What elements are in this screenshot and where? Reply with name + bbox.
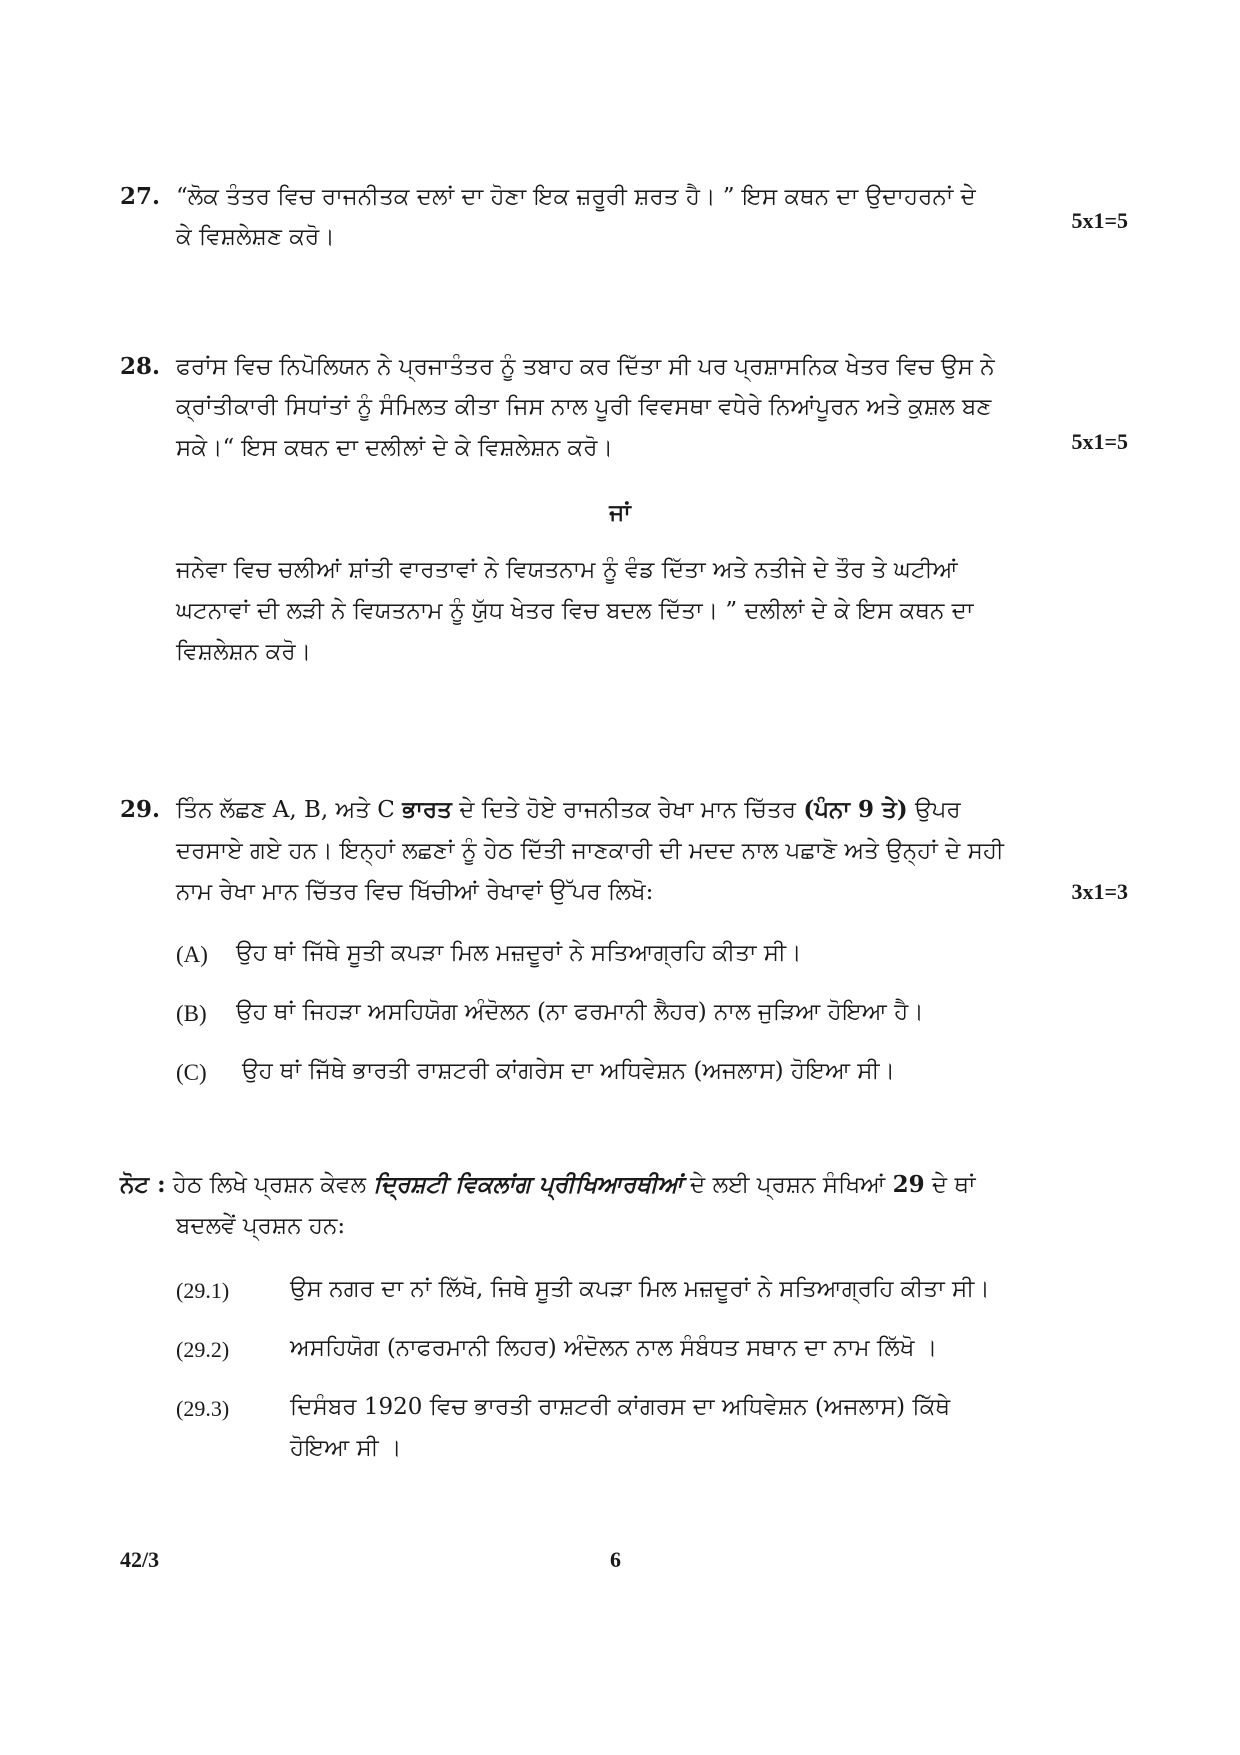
text-segment-bold: 29 [892, 1171, 925, 1198]
question-text-line: “ਲੋਕ ਤੰਤਰ ਵਿਚ ਰਾਜਨੀਤਕ ਦਲਾਂ ਦਾ ਹੋਣਾ ਇਕ ਜ਼ਰੂਰੀ ਸ਼ਰਤ ਹੈ। ” ਇਸ ਕਥਨ ਦਾ ਉਦਾਹਰਨਾਂ ਦੇ [176, 184, 976, 210]
or-label: ਜਾਂ [609, 499, 631, 526]
question-text-line: ਜਨੇਵਾ ਵਿਚ ਚਲੀਆਂ ਸ਼ਾਂਤੀ ਵਾਰਤਾਵਾਂ ਨੇ ਵਿਯਤਨਾਮ ਨੂੰ ਵੰਡ ਦਿੱਤਾ ਅਤੇ ਨਤੀਜੇ ਦੇ ਤੌਰ ਤੇ ਘਟੀਆਂ [176, 557, 958, 583]
paper-code: 42/3 [120, 1547, 160, 1572]
subquestion-text: ਹੋਇਆ ਸੀ । [290, 1435, 402, 1461]
text-segment: ਉਪਰ [907, 797, 961, 823]
subquestion-label: (29.2) [176, 1337, 230, 1362]
subquestion-label: (29.3) [176, 1396, 230, 1421]
question-text-line: ਫਰਾਂਸ ਵਿਚ ਨਿਪੋਲਿਯਨ ਨੇ ਪ੍ਰਜਾਤੰਤਰ ਨੂੰ ਤਬਾਹ ਕਰ ਦਿੱਤਾ ਸੀ ਪਰ ਪ੍ਰਸ਼ਾਸਨਿਕ ਖੇਤਰ ਵਿਚ ਉਸ ਨੇ [176, 354, 995, 380]
text-segment: ਤਿੰਨ ਲੱਛਣ A, B, ਅਤੇ C [176, 797, 403, 823]
question-text-line [176, 795, 961, 825]
option-label-c: (C) [176, 1060, 207, 1085]
option-text-b: ਉਹ ਥਾਂ ਜਿਹੜਾ ਅਸਹਿਯੋਗ ਅੰਦੋਲਨ (ਨਾ ਫਰਮਾਨੀ ਲੈਹਰ) ਨਾਲ ਜੁੜਿਆ ਹੋਇਆ ਹੈ। [236, 999, 924, 1025]
option-text-c: ਉਹ ਥਾਂ ਜਿੱਥੇ ਭਾਰਤੀ ਰਾਸ਼ਟਰੀ ਕਾਂਗਰੇਸ ਦਾ ਅਧਿਵੇਸ਼ਨ (ਅਜਲਾਸ) ਹੋਇਆ ਸੀ। [242, 1058, 896, 1084]
question-text-line: ਘਟਨਾਵਾਂ ਦੀ ਲੜੀ ਨੇ ਵਿਯਤਨਾਮ ਨੂੰ ਯੁੱਧ ਖੇਤਰ ਵਿਚ ਬਦਲ ਦਿੱਤਾ। ” ਦਲੀਲਾਂ ਦੇ ਕੇ ਇਸ ਕਥਨ ਦਾ [176, 598, 974, 624]
page-number: 6 [610, 1547, 621, 1572]
marks-label: 5x1=5 [1071, 429, 1128, 454]
question-number: 29. [120, 796, 161, 823]
question-text-line: ਸਕੇ।“ ਇਸ ਕਥਨ ਦਾ ਦਲੀਲਾਂ ਦੇ ਕੇ ਵਿਸ਼ਲੇਸ਼ਨ ਕਰੋ। [176, 435, 613, 461]
option-text-a: ਉਹ ਥਾਂ ਜਿੱਥੇ ਸੂਤੀ ਕਪੜਾ ਮਿਲ ਮਜ਼ਦੂਰਾਂ ਨੇ ਸਤਿਆਗ੍ਰਹਿ ਕੀਤਾ ਸੀ। [236, 940, 802, 966]
text-segment: ਦੇ ਥਾਂ [924, 1172, 976, 1198]
text-segment-bold-italic: ਦ੍ਰਿਸ਼ਟੀ ਵਿਕਲਾਂਗ ਪ੍ਰੀਖਿਆਰਥੀਆਂ [373, 1171, 683, 1198]
text-segment: ਦੇ ਲਈ ਪ੍ਰਸ਼ਨ ਸੰਖਿਆਂ [682, 1172, 893, 1198]
question-text-line: ਦਰਸਾਏ ਗਏ ਹਨ। ਇਨ੍ਹਾਂ ਲਛਣਾਂ ਨੂੰ ਹੇਠ ਦਿੱਤੀ ਜਾਣਕਾਰੀ ਦੀ ਮਦਦ ਨਾਲ ਪਛਾਣੋ ਅਤੇ ਉਨ੍ਹਾਂ ਦੇ ਸਹੀ [176, 838, 1004, 864]
subquestion-text: ਉਸ ਨਗਰ ਦਾ ਨਾਂ ਲਿੱਖੋ, ਜਿਥੇ ਸੂਤੀ ਕਪੜਾ ਮਿਲ ਮਜ਼ਦੂਰਾਂ ਨੇ ਸਤਿਆਗ੍ਰਹਿ ਕੀਤਾ ਸੀ। [290, 1276, 990, 1302]
option-label-a: (A) [176, 942, 208, 967]
subquestion-label: (29.1) [176, 1278, 230, 1303]
question-text-line: ਵਿਸ਼ਲੇਸ਼ਨ ਕਰੋ। [176, 639, 312, 665]
question-text-line: ਨਾਮ ਰੇਖਾ ਮਾਨ ਚਿੱਤਰ ਵਿਚ ਖਿੱਚੀਆਂ ਰੇਖਾਵਾਂ ਉੱਪਰ ਲਿਖੋ: [176, 879, 654, 905]
note-line [120, 1170, 976, 1200]
note-text-line: ਬਦਲਵੇਂ ਪ੍ਰਸ਼ਨ ਹਨ: [176, 1213, 346, 1239]
marks-label: 5x1=5 [1071, 208, 1128, 233]
subquestion-text: ਦਿਸੰਬਰ 1920 ਵਿਚ ਭਾਰਤੀ ਰਾਸ਼ਟਰੀ ਕਾਂਗਰਸ ਦਾ ਅਧਿਵੇਸ਼ਨ (ਅਜਲਾਸ) ਕਿੱਥੇ [290, 1394, 951, 1420]
text-segment: ਦੇ ਦਿਤੇ ਹੋਏ ਰਾਜਨੀਤਕ ਰੇਖਾ ਮਾਨ ਚਿੱਤਰ [451, 797, 804, 823]
question-number: 27. [120, 183, 161, 210]
text-segment: ਹੇਠ ਲਿਖੇ ਪ੍ਰਸ਼ਨ ਕੇਵਲ [165, 1172, 374, 1198]
marks-label: 3x1=3 [1071, 879, 1128, 904]
subquestion-text: ਅਸਹਿਯੋਗ (ਨਾਫਰਮਾਨੀ ਲਿਹਰ) ਅੰਦੋਲਨ ਨਾਲ ਸੰਬੰਧਤ ਸਥਾਨ ਦਾ ਨਾਮ ਲਿੱਖੋ । [290, 1335, 938, 1361]
question-text-line: ਕ੍ਰਾਂਤੀਕਾਰੀ ਸਿਧਾਂਤਾਂ ਨੂੰ ਸੰਮਿਲਤ ਕੀਤਾ ਜਿਸ ਨਾਲ ਪੂਰੀ ਵਿਵਸਥਾ ਵਧੇਰੇ ਨਿਆਂਪੂਰਨ ਅਤੇ ਕੁਸ਼ਲ ਬਣ [176, 394, 992, 420]
question-text-line: ਕੇ ਵਿਸ਼ਲੇਸ਼ਣ ਕਰੋ। [176, 224, 335, 250]
text-segment-bold: ਭਾਰਤ [402, 796, 452, 823]
note-label: ਨੋਟ : [120, 1171, 166, 1198]
option-label-b: (B) [176, 1001, 207, 1026]
question-number: 28. [120, 353, 161, 380]
text-segment-bold: (ਪੰਨਾ 9 ਤੇ) [803, 796, 908, 823]
